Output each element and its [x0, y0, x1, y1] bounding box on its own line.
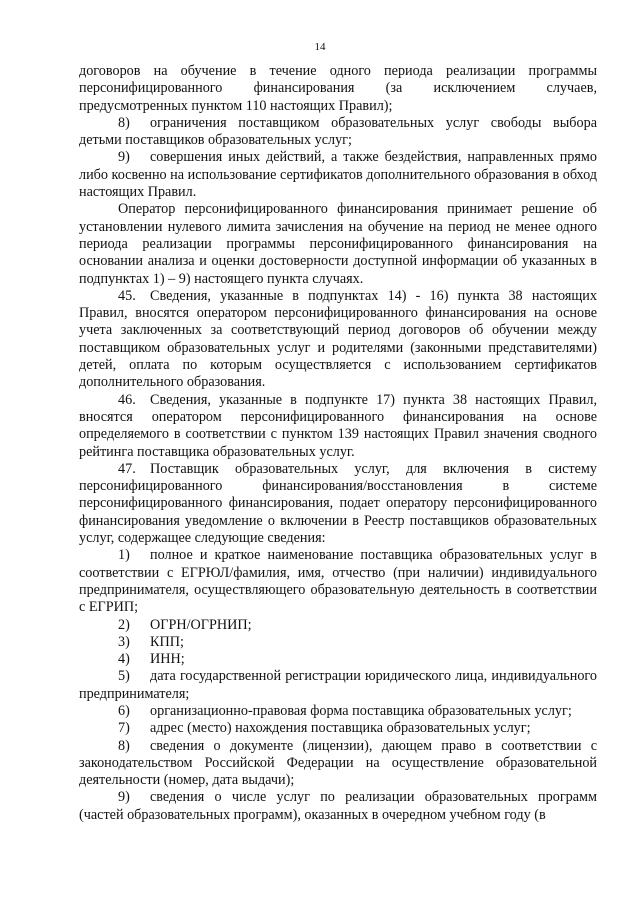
- subclause-text: КПП;: [150, 633, 184, 650]
- subclause-7: [79, 720, 597, 737]
- clause-46: [79, 392, 597, 461]
- clause-text: Сведения, указанные в подпунктах 14) - 16) пункта 38 настоящих Правил, вносятся оператором персонифицированного финансирования на основе учета заключенных за соответствующий период договоров об обучении между поставщиком образовательных услуг и родителями (законными представителями) детей, оплата по которым осуществляется с использованием сертификатов дополнительного образования.: [79, 287, 597, 391]
- subclause-9: [79, 789, 597, 824]
- subclause-1: [79, 547, 597, 616]
- list-item-8: [79, 115, 597, 150]
- subclause-text: дата государственной регистрации юридического лица, индивидуального предпринимателя;: [79, 668, 597, 702]
- subclause-number: 6): [118, 702, 130, 719]
- subclause-6: [79, 703, 597, 720]
- list-text: ограничения поставщиком образовательных услуг свободы выбора детьми поставщиков образовательных услуг;: [79, 114, 597, 149]
- subclause-text: адрес (место) нахождения поставщика образовательных услуг;: [150, 720, 531, 737]
- subclause-number: 3): [118, 633, 130, 650]
- subclause-2: [79, 617, 597, 634]
- subclause-text: сведения о документе (лицензии), дающем право в соответствии с законодательством Российской Федерации на осуществление образовательной деятельности (номер, дата выдачи);: [79, 737, 597, 789]
- subclause-number: 5): [118, 668, 130, 685]
- clause-text: Поставщик образовательных услуг, для включения в систему персонифицированного финансирования/восстановления в системе персонифицированного финансирования, подает оператору персонифицированного финансирования уведомление о включении в Реестр поставщиков образовательных услуг, содержащее следующие сведения:: [79, 460, 597, 547]
- clause-number: 46.: [118, 391, 136, 408]
- subclause-number: 2): [118, 616, 130, 633]
- clause-45: [79, 288, 597, 392]
- subclause-number: 7): [118, 720, 130, 737]
- subclause-text: сведения о числе услуг по реализации образовательных программ (частей образовательных программ), оказанных в очередном учебном году (в: [79, 789, 597, 823]
- subclause-text: полное и краткое наименование поставщика образовательных услуг в соответствии с ЕГРЮЛ/фамилия, имя, отчество (при наличии) индивидуального предпринимателя, осуществляющего образовательную деятельность в соответствии с ЕГРИП;: [79, 547, 597, 616]
- subclause-5: [79, 668, 597, 703]
- list-number: 8): [118, 114, 130, 131]
- subclause-number: 8): [118, 737, 130, 754]
- clause-47: [79, 461, 597, 547]
- clause-number: 47.: [118, 460, 136, 477]
- subclause-4: [79, 651, 597, 668]
- subclause-number: 9): [118, 789, 130, 806]
- subclause-3: [79, 634, 597, 651]
- list-text: совершения иных действий, а также бездействия, направленных прямо либо косвенно на использование сертификатов дополнительного образования в обход настоящих Правил.: [79, 149, 597, 201]
- subclause-8: [79, 738, 597, 790]
- paragraph-operator-decision: Оператор персонифицированного финансирования принимает решение об установлении нулевого лимита зачисления на обучение на период не менее одного периода реализации программы персонифицированного финансирования на основании анализа и оценки достоверности доступной информации об указанных в подпунктах 1) – 9) настоящего пункта случаях.: [79, 201, 597, 287]
- list-number: 9): [118, 149, 130, 166]
- subclause-text: ОГРН/ОГРНИП;: [150, 616, 252, 633]
- clause-text: Сведения, указанные в подпункте 17) пункта 38 настоящих Правил, вносятся оператором персонифицированного финансирования на основе определяемого в соответствии с пунктом 139 настоящих Правил значения сводного рейтинга поставщика образовательных услуг.: [79, 391, 597, 460]
- document-body: [79, 63, 597, 824]
- clause-number: 45.: [118, 287, 136, 304]
- list-item-9: [79, 149, 597, 201]
- paragraph-continuation: договоров на обучение в течение одного периода реализации программы персонифицированного финансирования (за исключением случаев, предусмотренных пунктом 110 настоящих Правил);: [79, 63, 597, 114]
- subclause-number: 4): [118, 651, 130, 668]
- subclause-number: 1): [118, 547, 130, 564]
- subclause-text: ИНН;: [150, 651, 185, 668]
- page-number: 14: [314, 41, 326, 53]
- subclause-text: организационно-правовая форма поставщика образовательных услуг;: [150, 702, 572, 719]
